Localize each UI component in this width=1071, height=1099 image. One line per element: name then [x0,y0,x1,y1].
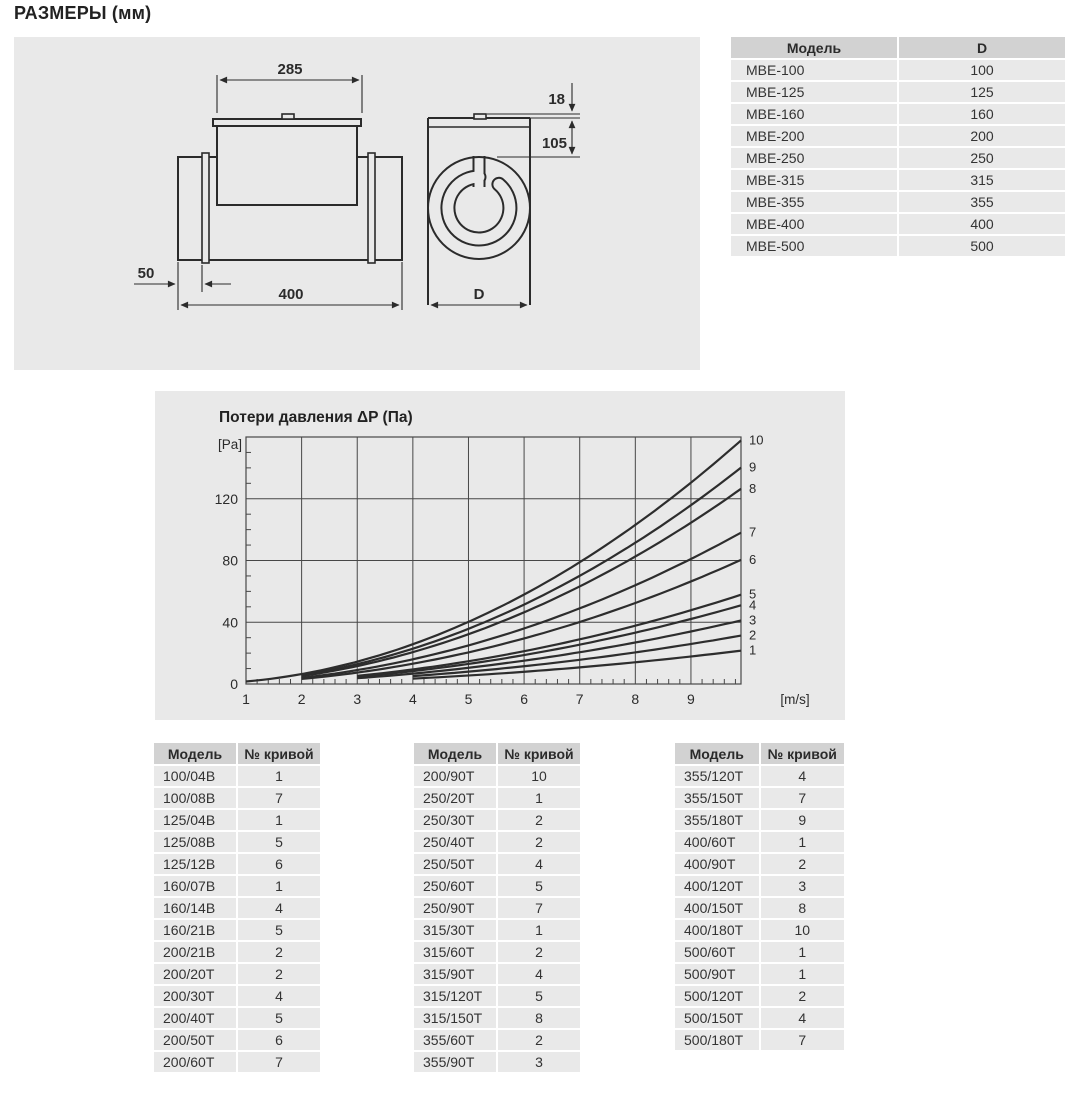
table-row [675,1008,844,1028]
value-cell: 2 [498,810,580,830]
model-cell: 250/30T [414,810,496,830]
dim-top-width [217,75,362,113]
value-cell: 160 [899,104,1065,124]
table-row [414,942,580,962]
table-row [154,898,320,918]
value-cell: 2 [498,942,580,962]
table-row [731,126,1065,146]
value-cell: 8 [761,898,845,918]
model-cell: 400/150T [675,898,759,918]
table-row [154,986,320,1006]
table-row [154,854,320,874]
value-cell: 5 [238,832,320,852]
value-cell: 4 [761,766,845,786]
model-cell: MBE-100 [731,60,897,80]
chart-title: Потери давления ΔP (Па) [219,409,413,426]
model-cell: 250/50T [414,854,496,874]
column-header: D [899,37,1065,58]
dimension-drawing [14,37,700,370]
model-cell: 250/90T [414,898,496,918]
value-cell: 5 [498,876,580,896]
value-cell: 4 [498,854,580,874]
dim-knob-height [487,83,580,114]
table-row [675,766,844,786]
value-cell: 1 [761,964,845,984]
value-cell: 2 [761,854,845,874]
x-tick-label: 4 [408,691,417,707]
x-tick-label: 7 [575,691,584,707]
model-cell: 315/90T [414,964,496,984]
value-cell: 3 [761,876,845,896]
model-cell: MBE-400 [731,214,897,234]
y-tick-label: 80 [222,552,238,569]
value-cell: 355 [899,192,1065,212]
dim-top-width-label: 285 [277,61,303,78]
model-cell: MBE-125 [731,82,897,102]
model-cell: MBE-200 [731,126,897,146]
model-cell: 250/40T [414,832,496,852]
model-cell: 355/150T [675,788,759,808]
model-cell: 160/14B [154,898,236,918]
page-title: РАЗМЕРЫ (мм) [14,3,152,23]
chart-curve-labels [749,432,763,657]
model-cell: 200/60T [154,1052,236,1072]
table-row [675,942,844,962]
value-cell: 9 [761,810,845,830]
value-cell: 5 [238,920,320,940]
column-header: № кривой [761,743,845,764]
column-header: Модель [154,743,236,764]
table-row [675,810,844,830]
value-cell: 125 [899,82,1065,102]
table-row [154,788,320,808]
value-cell: 6 [238,854,320,874]
table-row [731,104,1065,124]
value-cell: 10 [761,920,845,940]
value-cell: 4 [238,898,320,918]
value-cell: 5 [238,1008,320,1028]
x-tick-label: 2 [297,691,306,707]
value-cell: 100 [899,60,1065,80]
table-row [154,810,320,830]
value-cell: 1 [238,876,320,896]
model-cell: 125/12B [154,854,236,874]
dim-length-label: 400 [278,286,304,303]
value-cell: 1 [238,810,320,830]
header-row [414,743,580,764]
value-cell: 7 [761,1030,845,1050]
model-cell: 100/04B [154,766,236,786]
table-row [675,832,844,852]
model-cell: MBE-160 [731,104,897,124]
side-view-terminal-box [217,126,357,205]
curve-number-label: 5 [749,586,757,602]
x-tick-label: 9 [687,691,695,707]
curve-number-label: 2 [749,627,757,643]
model-cell: 500/60T [675,942,759,962]
value-cell: 1 [498,788,580,808]
model-cell: 355/60T [414,1030,496,1050]
value-cell: 500 [899,236,1065,256]
curve-number-label: 4 [749,597,757,613]
table-row [731,148,1065,168]
value-cell: 2 [498,1030,580,1050]
table-row [675,898,844,918]
x-tick-label: 5 [464,691,473,707]
model-cell: 125/04B [154,810,236,830]
model-cell: 400/120T [675,876,759,896]
value-cell: 4 [761,1008,845,1028]
side-view-lid [213,119,361,126]
model-cell: 200/50T [154,1030,236,1050]
column-header: Модель [731,37,897,58]
header-row [154,743,320,764]
dim-flange-offset-label: 50 [137,265,155,282]
value-cell: 2 [238,964,320,984]
value-cell: 2 [238,942,320,962]
model-cell: 250/20T [414,788,496,808]
column-header: Модель [675,743,759,764]
model-diameter-tablebox [729,35,1067,258]
model-cell: 400/180T [675,920,759,940]
y-tick-label: 40 [222,614,238,631]
table-row [414,1052,580,1072]
model-cell: MBE-500 [731,236,897,256]
curve-table-1 [152,741,322,1074]
table-row [414,1008,580,1028]
table-row [414,964,580,984]
table-row [731,60,1065,80]
curve-tablebox-2 [412,741,582,1074]
value-cell: 250 [899,148,1065,168]
curve-number-label: 1 [749,642,757,658]
model-cell: 500/90T [675,964,759,984]
x-tick-label: 8 [631,691,640,707]
front-view-knob [474,114,486,119]
model-cell: 355/120T [675,766,759,786]
table-row [675,986,844,1006]
curve-number-label: 3 [749,612,757,628]
value-cell: 5 [498,986,580,1006]
model-cell: 500/120T [675,986,759,1006]
table-row [154,942,320,962]
table-row [414,986,580,1006]
table-row [731,82,1065,102]
model-cell: 200/30T [154,986,236,1006]
y-axis-unit-label: [Pa] [217,437,242,452]
model-cell: 160/07B [154,876,236,896]
curve-table-3 [673,741,846,1052]
table-row [414,832,580,852]
value-cell: 7 [238,1052,320,1072]
header-row [731,37,1065,58]
value-cell: 7 [761,788,845,808]
table-row [675,788,844,808]
table-row [414,810,580,830]
model-cell: 250/60T [414,876,496,896]
x-tick-label: 3 [353,691,362,707]
value-cell: 10 [498,766,580,786]
column-header: № кривой [498,743,580,764]
model-cell: 355/180T [675,810,759,830]
y-tick-label: 120 [214,490,238,507]
value-cell: 8 [498,1008,580,1028]
model-cell: 100/08B [154,788,236,808]
side-view-left-flange [202,153,209,263]
table-row [675,1030,844,1050]
column-header: № кривой [238,743,320,764]
curve-number-label: 7 [749,524,757,540]
model-cell: 355/90T [414,1052,496,1072]
curve-tablebox-3 [673,741,846,1052]
side-view-lid-knob [282,114,294,119]
table-row [414,876,580,896]
x-tick-label: 6 [520,691,528,707]
table-row [414,854,580,874]
curve-number-label: 8 [749,480,757,496]
model-cell: 160/21B [154,920,236,940]
model-cell: 400/90T [675,854,759,874]
value-cell: 200 [899,126,1065,146]
x-tick-label: 1 [242,691,250,707]
model-cell: 200/40T [154,1008,236,1028]
model-diameter-table [729,35,1067,258]
table-row [675,920,844,940]
x-axis-unit-label: [m/s] [780,692,810,707]
pressure-curve-4 [357,605,741,677]
table-row [731,170,1065,190]
dim-knob-height-label: 18 [548,91,565,108]
pressure-loss-chart [155,391,845,720]
model-cell: 315/30T [414,920,496,940]
value-cell: 400 [899,214,1065,234]
table-row [731,214,1065,234]
value-cell: 1 [761,832,845,852]
table-row [154,1030,320,1050]
model-cell: MBE-250 [731,148,897,168]
table-row [414,766,580,786]
model-cell: 500/180T [675,1030,759,1050]
model-cell: 400/60T [675,832,759,852]
model-cell: 200/21B [154,942,236,962]
table-row [731,192,1065,212]
model-cell: MBE-315 [731,170,897,190]
pressure-loss-chart-panel [155,391,845,720]
value-cell: 1 [238,766,320,786]
value-cell: 7 [498,898,580,918]
chart-tick-labels [215,491,695,707]
model-cell: 315/120T [414,986,496,1006]
dim-box-height-label: 105 [541,135,567,152]
model-cell: 315/60T [414,942,496,962]
table-row [154,1008,320,1028]
table-row [154,766,320,786]
value-cell: 315 [899,170,1065,190]
table-row [731,236,1065,256]
table-row [154,964,320,984]
table-row [675,854,844,874]
value-cell: 1 [498,920,580,940]
value-cell: 6 [238,1030,320,1050]
value-cell: 2 [761,986,845,1006]
dimensions-panel [14,37,700,370]
curve-tablebox-1 [152,741,322,1074]
table-row [154,920,320,940]
y-tick-label: 0 [230,676,238,692]
value-cell: 4 [498,964,580,984]
curve-table-2 [412,741,582,1074]
model-cell: 500/150T [675,1008,759,1028]
curve-number-label: 9 [749,459,757,475]
value-cell: 4 [238,986,320,1006]
table-row [154,832,320,852]
model-cell: 315/150T [414,1008,496,1028]
table-row [675,876,844,896]
dim-diameter-label: D [473,286,485,303]
table-row [414,920,580,940]
table-row [414,788,580,808]
model-cell: 125/08B [154,832,236,852]
column-header: Модель [414,743,496,764]
value-cell: 1 [761,942,845,962]
value-cell: 2 [498,832,580,852]
curve-number-label: 10 [749,432,764,448]
value-cell: 3 [498,1052,580,1072]
value-cell: 7 [238,788,320,808]
table-row [154,876,320,896]
curve-number-label: 6 [749,551,757,567]
table-row [414,898,580,918]
table-row [414,1030,580,1050]
side-view [178,114,402,263]
table-row [675,964,844,984]
side-view-right-flange [368,153,375,263]
model-cell: 200/90T [414,766,496,786]
table-row [154,1052,320,1072]
header-row [675,743,844,764]
model-cell: MBE-355 [731,192,897,212]
model-cell: 200/20T [154,964,236,984]
